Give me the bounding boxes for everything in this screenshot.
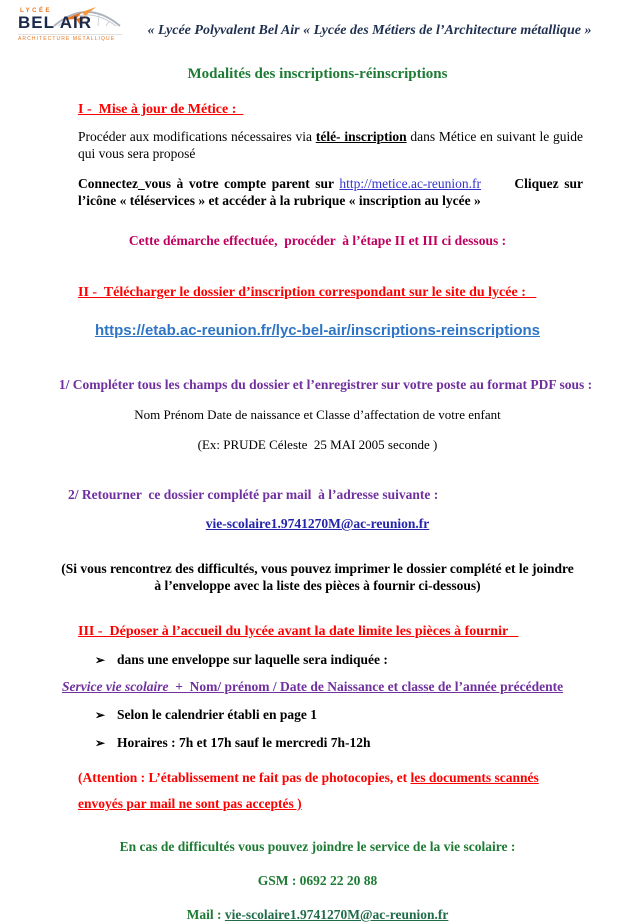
para1-text-pre: Procéder aux modifications nécessaires via bbox=[78, 129, 316, 144]
page-title: Modalités des inscriptions-réinscriptions bbox=[187, 66, 448, 82]
para1-text-post: dans Métice en suivant le guide qui vous sera proposé bbox=[78, 129, 583, 161]
footer-mail-link[interactable]: vie-scolaire1.9741270M@ac-reunion.fr bbox=[224, 907, 449, 922]
arrow-bullet-icon: ➢ bbox=[95, 736, 106, 750]
gsm-line: GSM : 0692 22 20 88 bbox=[257, 873, 378, 888]
section-2-heading bbox=[78, 285, 595, 301]
arrow-bullet-icon: ➢ bbox=[95, 708, 106, 722]
para2-text-post: Cliquez sur l’icône « téléservices » et accéder à la rubrique « inscription au lycée » bbox=[78, 176, 587, 208]
warning-text-underlined: les documents scannés envoyés par mail ne sont pas acceptés ) bbox=[78, 770, 539, 811]
contact-help-line: En cas de difficultés vous pouvez joindre le service de la vie scolaire : bbox=[119, 839, 516, 854]
document-header-title: « Lycée Polyvalent Bel Air « Lycée des Métiers de l’Architecture métallique » bbox=[147, 23, 592, 38]
warning-text-pre: (Attention : L’établissement ne fait pas de photocopies, et bbox=[78, 770, 411, 785]
metice-link[interactable]: http://metice.ac-reunion.fr bbox=[339, 176, 482, 191]
step-reminder-note: Cette démarche effectuée, procéder à l’étape II et III ci dessous : bbox=[128, 233, 507, 248]
page-header bbox=[0, 0, 635, 42]
bullet-calendar bbox=[95, 707, 595, 723]
step-1-naming-line: Nom Prénom Date de naissance et Classe d’affectation de votre enfant bbox=[134, 407, 501, 422]
bullet-envelope-text: dans une enveloppe sur laquelle sera indiquée : bbox=[117, 652, 388, 667]
section-1-heading bbox=[78, 102, 595, 118]
section-1-paragraph-2 bbox=[78, 175, 587, 209]
step-1-example-line: (Ex: PRUDE Céleste 25 MAI 2005 seconde ) bbox=[197, 437, 438, 452]
mail-line bbox=[0, 907, 635, 923]
step-2-difficulty-note: (Si vous rencontrez des difficultés, vous pouvez imprimer le dossier complété et le joindre à l’enveloppe avec la liste des pièces à fournir ci-dessous) bbox=[61, 561, 574, 593]
vie-scolaire-mail-link[interactable]: vie-scolaire1.9741270M@ac-reunion.fr bbox=[205, 516, 430, 531]
mail-label: Mail : bbox=[186, 907, 225, 922]
section-3-heading-text: III - Déposer à l’accueil du lycée avant la date limite les pièces à fournir bbox=[78, 624, 519, 639]
bullet-envelope bbox=[95, 652, 595, 668]
envelope-label-rest: + Nom/ prénom / Date de Naissance et classe de l’année précédente bbox=[168, 679, 564, 694]
para2-text-pre: Connectez_vous à votre compte parent sur bbox=[78, 176, 340, 191]
section-3-heading bbox=[78, 624, 595, 640]
step-1-heading: 1/ Compléter tous les champs du dossier et l’enregistrer sur votre poste au format PDF sous : bbox=[58, 377, 593, 392]
step-2-heading: 2/ Retourner ce dossier complété par mail à l’adresse suivante : bbox=[68, 487, 439, 502]
tele-inscription-emphasis: télé- inscription bbox=[315, 129, 407, 144]
logo-belair-label: BEL AIR bbox=[18, 13, 93, 32]
photocopy-warning bbox=[78, 765, 573, 817]
school-site-link[interactable]: https://etab.ac-reunion.fr/lyc-bel-air/inscriptions-reinscriptions bbox=[94, 322, 541, 339]
bullet-calendar-text: Selon le calendrier établi en page 1 bbox=[117, 707, 317, 722]
logo-lycee-label: LYCÉE bbox=[20, 8, 52, 14]
section-2-heading-text: II - Télécharger le dossier d’inscription correspondant sur le site du lycée : bbox=[78, 285, 537, 300]
bullet-hours bbox=[95, 735, 595, 751]
section-1-heading-text: I - Mise à jour de Métice : bbox=[78, 102, 244, 117]
arrow-bullet-icon: ➢ bbox=[95, 653, 106, 667]
logo-subtitle-label: ARCHITECTURE MÉTALLIQUE bbox=[18, 34, 122, 42]
section-1-paragraph-1 bbox=[78, 128, 583, 162]
envelope-label-italic: Service vie scolaire bbox=[62, 679, 169, 694]
bullet-hours-text: Horaires : 7h et 17h sauf le mercredi 7h-12h bbox=[117, 735, 371, 750]
school-logo bbox=[18, 8, 122, 42]
envelope-label-line bbox=[62, 679, 605, 695]
